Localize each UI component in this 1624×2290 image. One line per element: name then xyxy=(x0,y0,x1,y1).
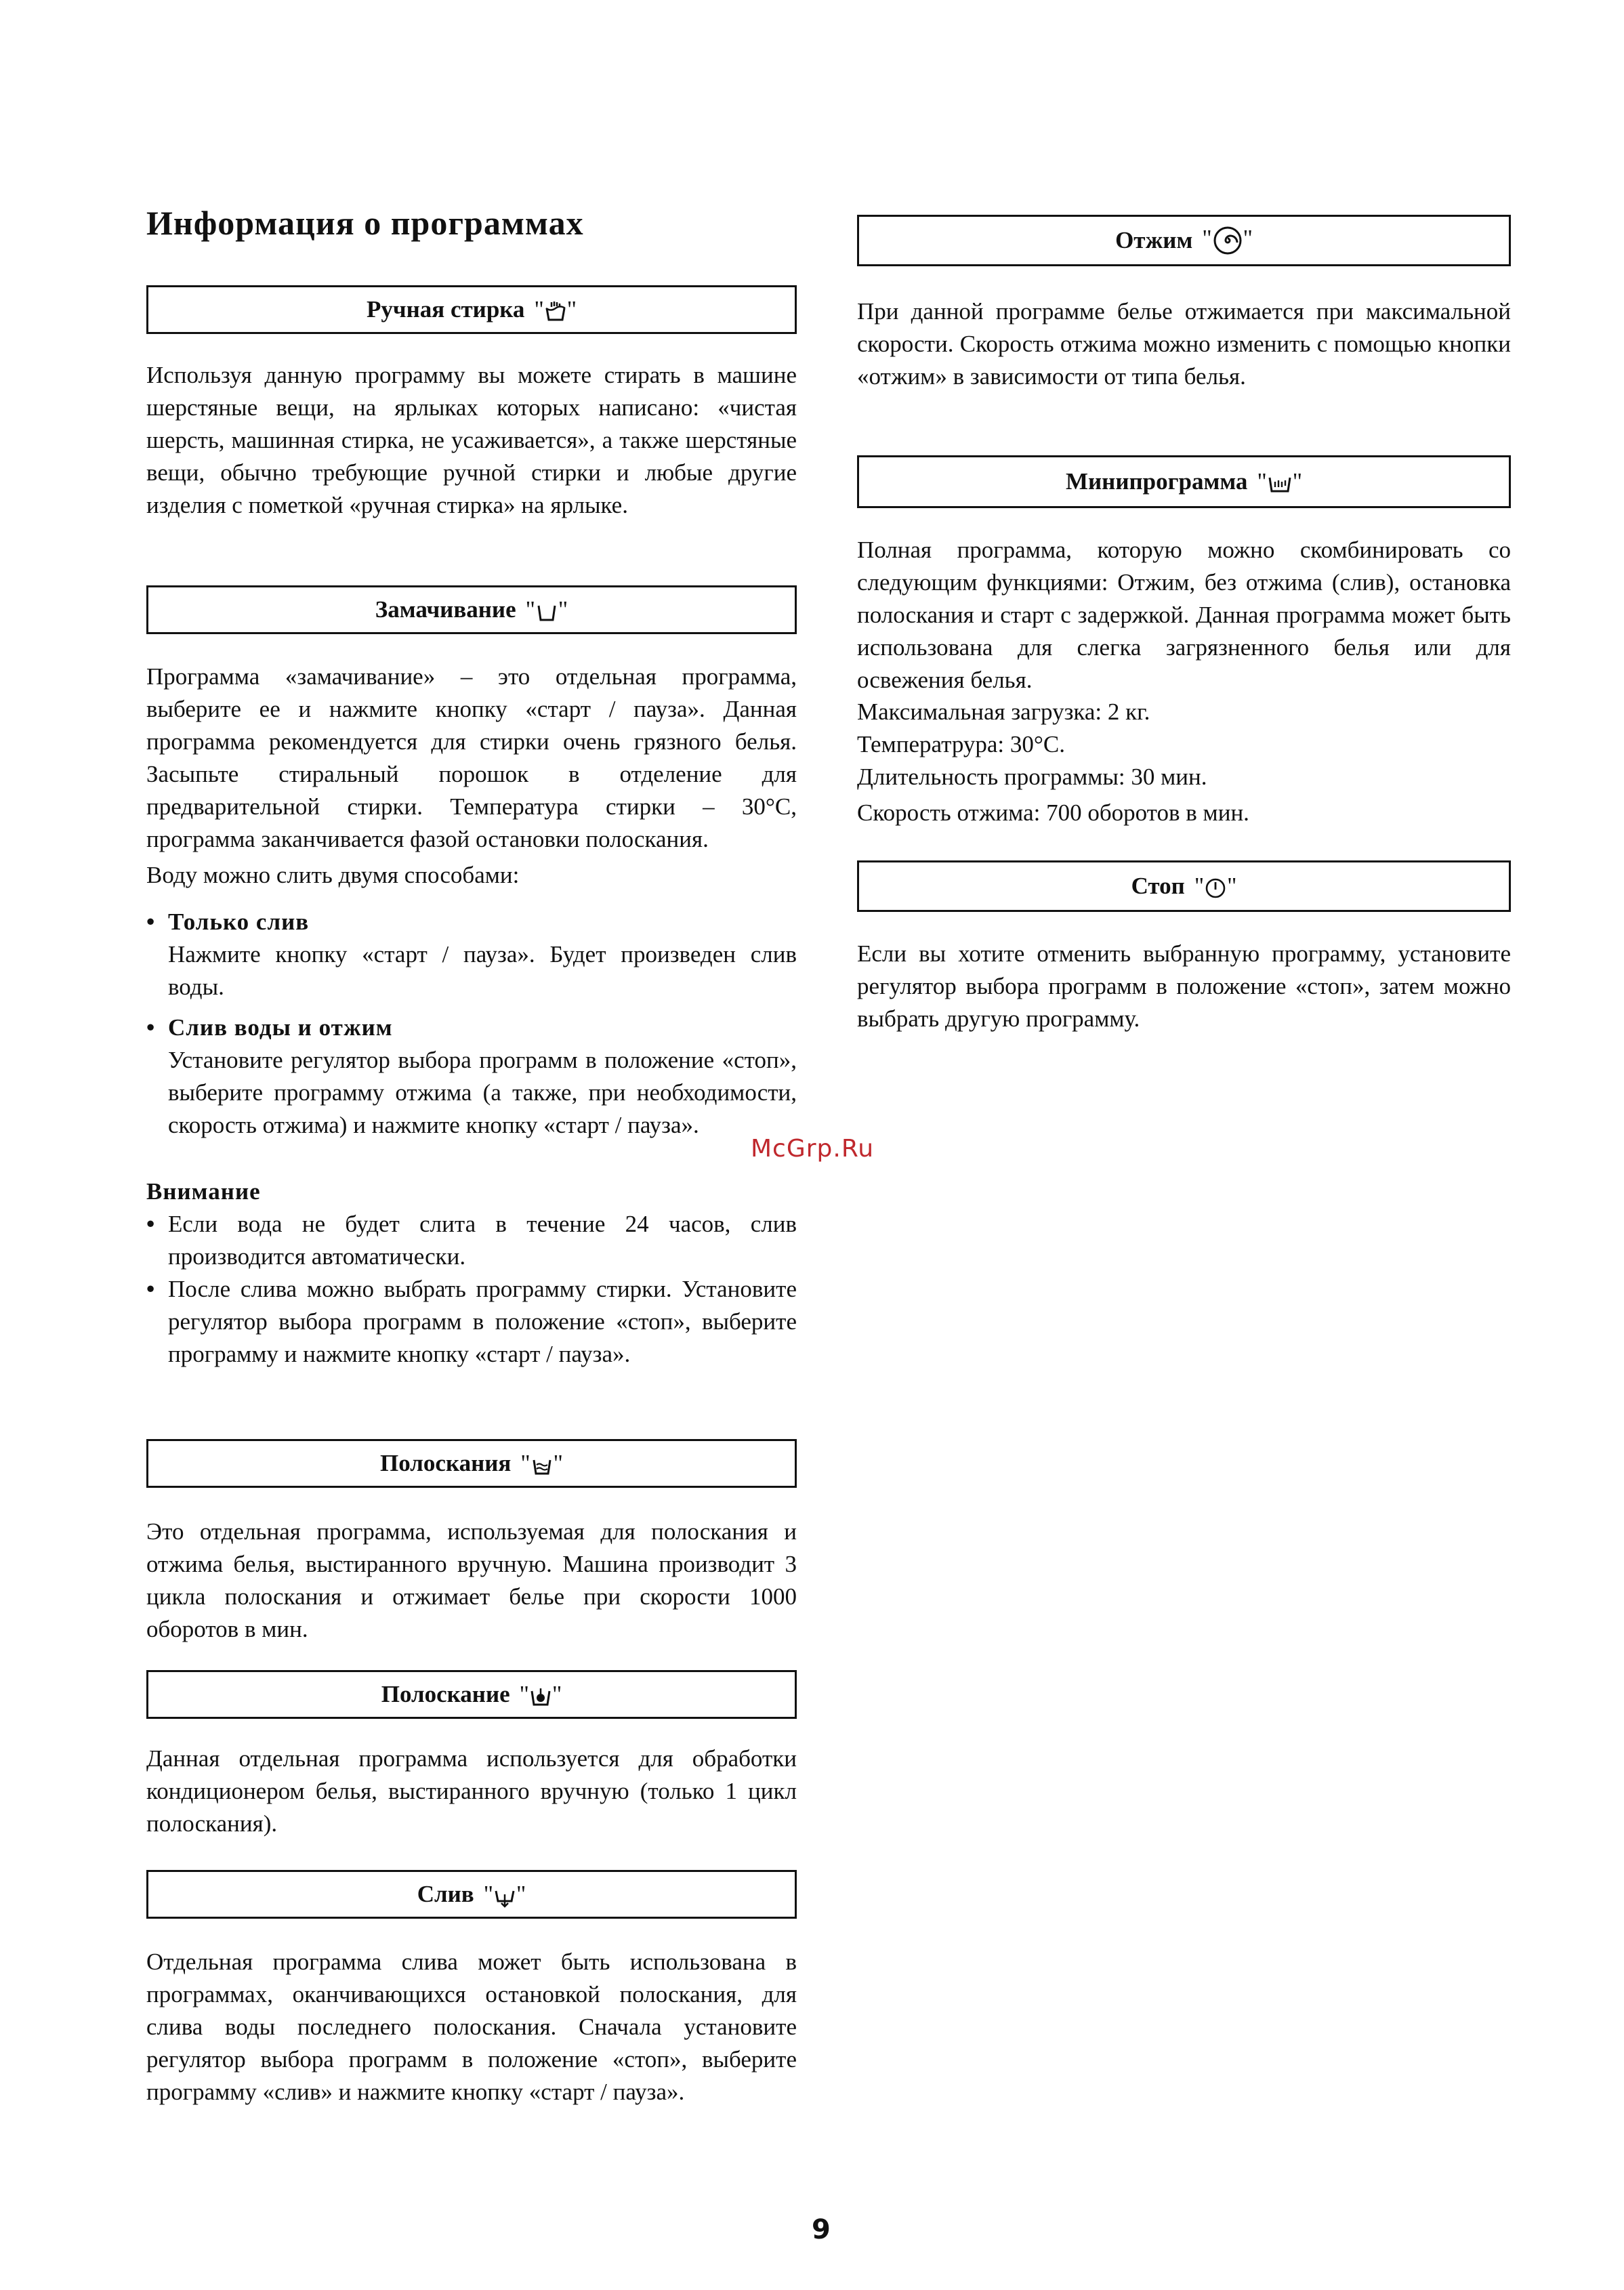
mini-program-icon xyxy=(1267,472,1293,495)
rinse-icon xyxy=(530,1454,554,1477)
drain-heading-box: Слив " " xyxy=(146,1870,797,1919)
drain-icon xyxy=(493,1885,516,1908)
option-drain-only-text: Нажмите кнопку «старт / пауза». Будет произведен слив воды. xyxy=(168,941,797,1000)
option-drain-only-title: • Только слив xyxy=(146,909,310,935)
option-drain-spin-text: Установите регулятор выбора программ в положение «стоп», выберите программу отжима (а также, при необходимости, скорость отжима) и нажмите кнопку «старт / пауза». xyxy=(168,1047,797,1138)
rinses-heading-box: Полоскания " " xyxy=(146,1439,797,1488)
stop-heading: Стоп xyxy=(1131,873,1185,899)
page-title: Информация о программах xyxy=(146,204,584,242)
mini-max-load: Максимальная загрузка: 2 кг. xyxy=(857,699,1150,725)
spin-spiral-icon xyxy=(1212,225,1243,256)
spin-heading: Отжим xyxy=(1115,227,1193,253)
spin-heading-box: Отжим " " xyxy=(857,215,1511,266)
rinse-heading-box: Полоскание " " xyxy=(146,1670,797,1719)
hand-wash-icon xyxy=(544,300,567,323)
hand-wash-text: Используя данную программу вы можете стирать в машине шерстяные вещи, на ярлыках которых написано: «чистая шерсть, машинная стирка, не усаживается», а также шерстяные вещи, обычно требующие ручной стирки и любые другие изделия с пометкой «ручная стирка» на ярлыке. xyxy=(146,362,797,518)
attention-item-1: • Если вода не будет слита в течение 24 часов, слив производится автоматически. xyxy=(146,1211,797,1270)
drain-heading: Слив xyxy=(417,1881,474,1907)
mini-heading-box: Минипрограмма " " xyxy=(857,455,1511,508)
page-number: 9 xyxy=(812,2214,831,2245)
mini-temperature: Темпеpатрура: 30°С. xyxy=(857,731,1065,757)
stop-power-icon xyxy=(1204,877,1227,900)
watermark: McGrp.Ru xyxy=(751,1135,875,1163)
mini-text: Полная программа, которую можно скомбинировать со следующим функциями: Отжим, без отжима (слив), остановка полоскания и старт с задержкой. Данная программа может быть использована для слегка загрязненного белья или для освежения белья. xyxy=(857,537,1511,693)
hand-wash-heading-box: Ручная стирка " " xyxy=(146,285,797,334)
soak-heading: Замачивание xyxy=(375,596,516,623)
mini-duration: Длительность программы: 30 мин. xyxy=(857,764,1207,790)
mini-heading: Минипрограмма xyxy=(1065,468,1248,495)
mini-spin-speed: Скорость отжима: 700 оборотов в мин. xyxy=(857,799,1249,826)
rinse-text: Данная отдельная программа используется для обработки кондиционером белья, выстиранного вручную (только 1 цикл полоскания). xyxy=(146,1745,797,1837)
softener-rinse-icon xyxy=(529,1685,552,1708)
option-drain-spin-title: • Слив воды и отжим xyxy=(146,1014,393,1041)
spin-text: При данной программе белье отжимается при максимальной скорости. Скорость отжима можно изменить с помощью кнопки «отжим» в зависимости от типа белья. xyxy=(857,298,1511,390)
rinses-heading: Полоскания xyxy=(380,1450,512,1476)
rinses-text: Это отдельная программа, используемая для полоскания и отжима белья, выстиранного вручную. Машина производит 3 цикла полоскания и отжимает белье при скорости 1000 оборотов в мин. xyxy=(146,1518,797,1642)
attention-item-2: • После слива можно выбрать программу стирки. Установите регулятор выбора программ в положение «стоп», выберите программу и нажмите кнопку «старт / пауза». xyxy=(146,1276,797,1367)
soak-heading-box: Замачивание " " xyxy=(146,585,797,634)
hand-wash-heading: Ручная стирка xyxy=(366,296,525,322)
soak-text: Программа «замачивание» – это отдельная программа, выберите ее и нажмите кнопку «старт / пауза». Данная программа рекомендуется для стирки очень грязного белья. Засыпьте стиральный порошок в отделение для предварительной стирки. Температура стирки – 30°С, программа заканчивается фазой остановки полоскания. xyxy=(146,663,797,852)
soak-drain-intro: Воду можно слить двумя способами: xyxy=(146,862,520,888)
rinse-heading: Полоскание xyxy=(381,1681,510,1707)
stop-heading-box: Стоп " " xyxy=(857,860,1511,912)
attention-title: Внимание xyxy=(146,1178,261,1205)
drain-text: Отдельная программа слива может быть использована в программах, оканчивающихся остановкой полоскания, для слива воды последнего полоскания. Сначала установите регулятор выбора программ в положение «стоп», выберите программу «слив» и нажмите кнопку «старт / пауза». xyxy=(146,1949,797,2105)
stop-text: Если вы хотите отменить выбранную программу, установите регулятор выбора программ в положение «стоп», затем можно выбрать другую программу. xyxy=(857,940,1511,1032)
soak-basin-icon xyxy=(535,600,558,623)
